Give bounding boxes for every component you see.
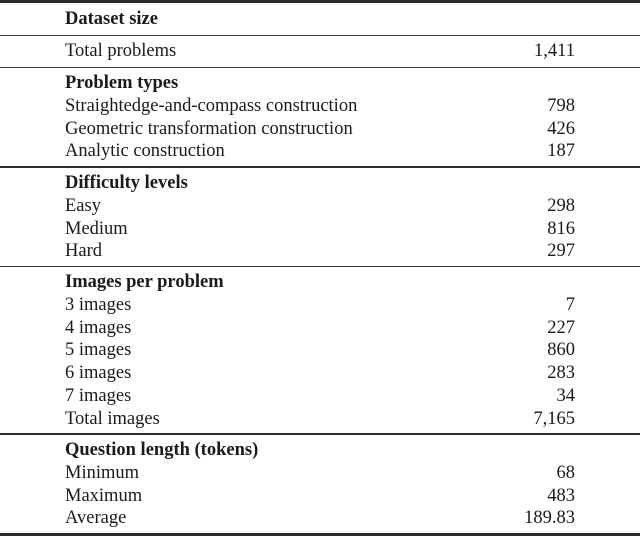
table-row bbox=[0, 218, 640, 241]
table-row bbox=[0, 485, 640, 508]
table-row bbox=[0, 385, 640, 408]
section-problem-types bbox=[0, 68, 640, 166]
section-question-length bbox=[0, 435, 640, 533]
row-value: 34 bbox=[556, 385, 575, 406]
section-difficulty-levels bbox=[0, 168, 640, 266]
row-value: 297 bbox=[547, 241, 575, 262]
section-title: Problem types bbox=[65, 73, 179, 94]
bottom-rule bbox=[0, 533, 640, 536]
section-images-per-problem bbox=[0, 267, 640, 433]
table-row bbox=[0, 317, 640, 340]
row-label: 3 images bbox=[65, 295, 132, 316]
section-title: Difficulty levels bbox=[65, 173, 188, 194]
table-row bbox=[0, 294, 640, 317]
row-label: 6 images bbox=[65, 363, 132, 384]
row-label: Average bbox=[65, 508, 127, 529]
section-title: Question length (tokens) bbox=[65, 440, 259, 461]
table-row bbox=[0, 95, 640, 118]
row-value: 426 bbox=[547, 118, 575, 139]
row-label: Straightedge-and-compass construction bbox=[65, 96, 358, 117]
row-value: 227 bbox=[547, 317, 575, 338]
row-value: 68 bbox=[556, 462, 575, 483]
row-label: Hard bbox=[65, 241, 102, 262]
row-value: 298 bbox=[547, 195, 575, 216]
row-value: 798 bbox=[547, 96, 575, 117]
table-row bbox=[0, 40, 640, 63]
row-value: 7 bbox=[565, 295, 575, 316]
section-header bbox=[0, 271, 640, 294]
section-dataset-size-body bbox=[0, 36, 640, 67]
row-value: 1,411 bbox=[534, 41, 575, 62]
row-label: Maximum bbox=[65, 485, 143, 506]
table-row bbox=[0, 462, 640, 485]
row-value: 860 bbox=[547, 340, 575, 361]
section-header bbox=[0, 72, 640, 95]
table-row bbox=[0, 362, 640, 385]
row-label: Geometric transformation construction bbox=[65, 118, 353, 139]
row-label: 7 images bbox=[65, 385, 132, 406]
section-dataset-size bbox=[0, 3, 640, 35]
row-value: 189.83 bbox=[524, 508, 575, 529]
row-value: 283 bbox=[547, 363, 575, 384]
table-row bbox=[0, 507, 640, 530]
row-value: 816 bbox=[547, 218, 575, 239]
table-row bbox=[0, 240, 640, 263]
row-value: 187 bbox=[547, 141, 575, 162]
row-value: 7,165 bbox=[533, 408, 575, 429]
row-label: 4 images bbox=[65, 317, 132, 338]
section-header bbox=[0, 172, 640, 195]
section-title: Images per problem bbox=[65, 272, 224, 293]
table-row bbox=[0, 408, 640, 431]
table-row bbox=[0, 118, 640, 141]
table-row bbox=[0, 195, 640, 218]
table-row bbox=[0, 140, 640, 163]
row-label: Total images bbox=[65, 408, 160, 429]
row-label: Medium bbox=[65, 218, 128, 239]
section-header bbox=[0, 439, 640, 462]
section-header bbox=[0, 8, 640, 31]
row-label: Easy bbox=[65, 195, 101, 216]
row-label: Analytic construction bbox=[65, 141, 225, 162]
section-title: Dataset size bbox=[65, 9, 158, 29]
row-value: 483 bbox=[547, 485, 575, 506]
table-row bbox=[0, 339, 640, 362]
row-label: 5 images bbox=[65, 340, 132, 361]
row-label: Total problems bbox=[65, 41, 177, 62]
row-label: Minimum bbox=[65, 462, 140, 483]
